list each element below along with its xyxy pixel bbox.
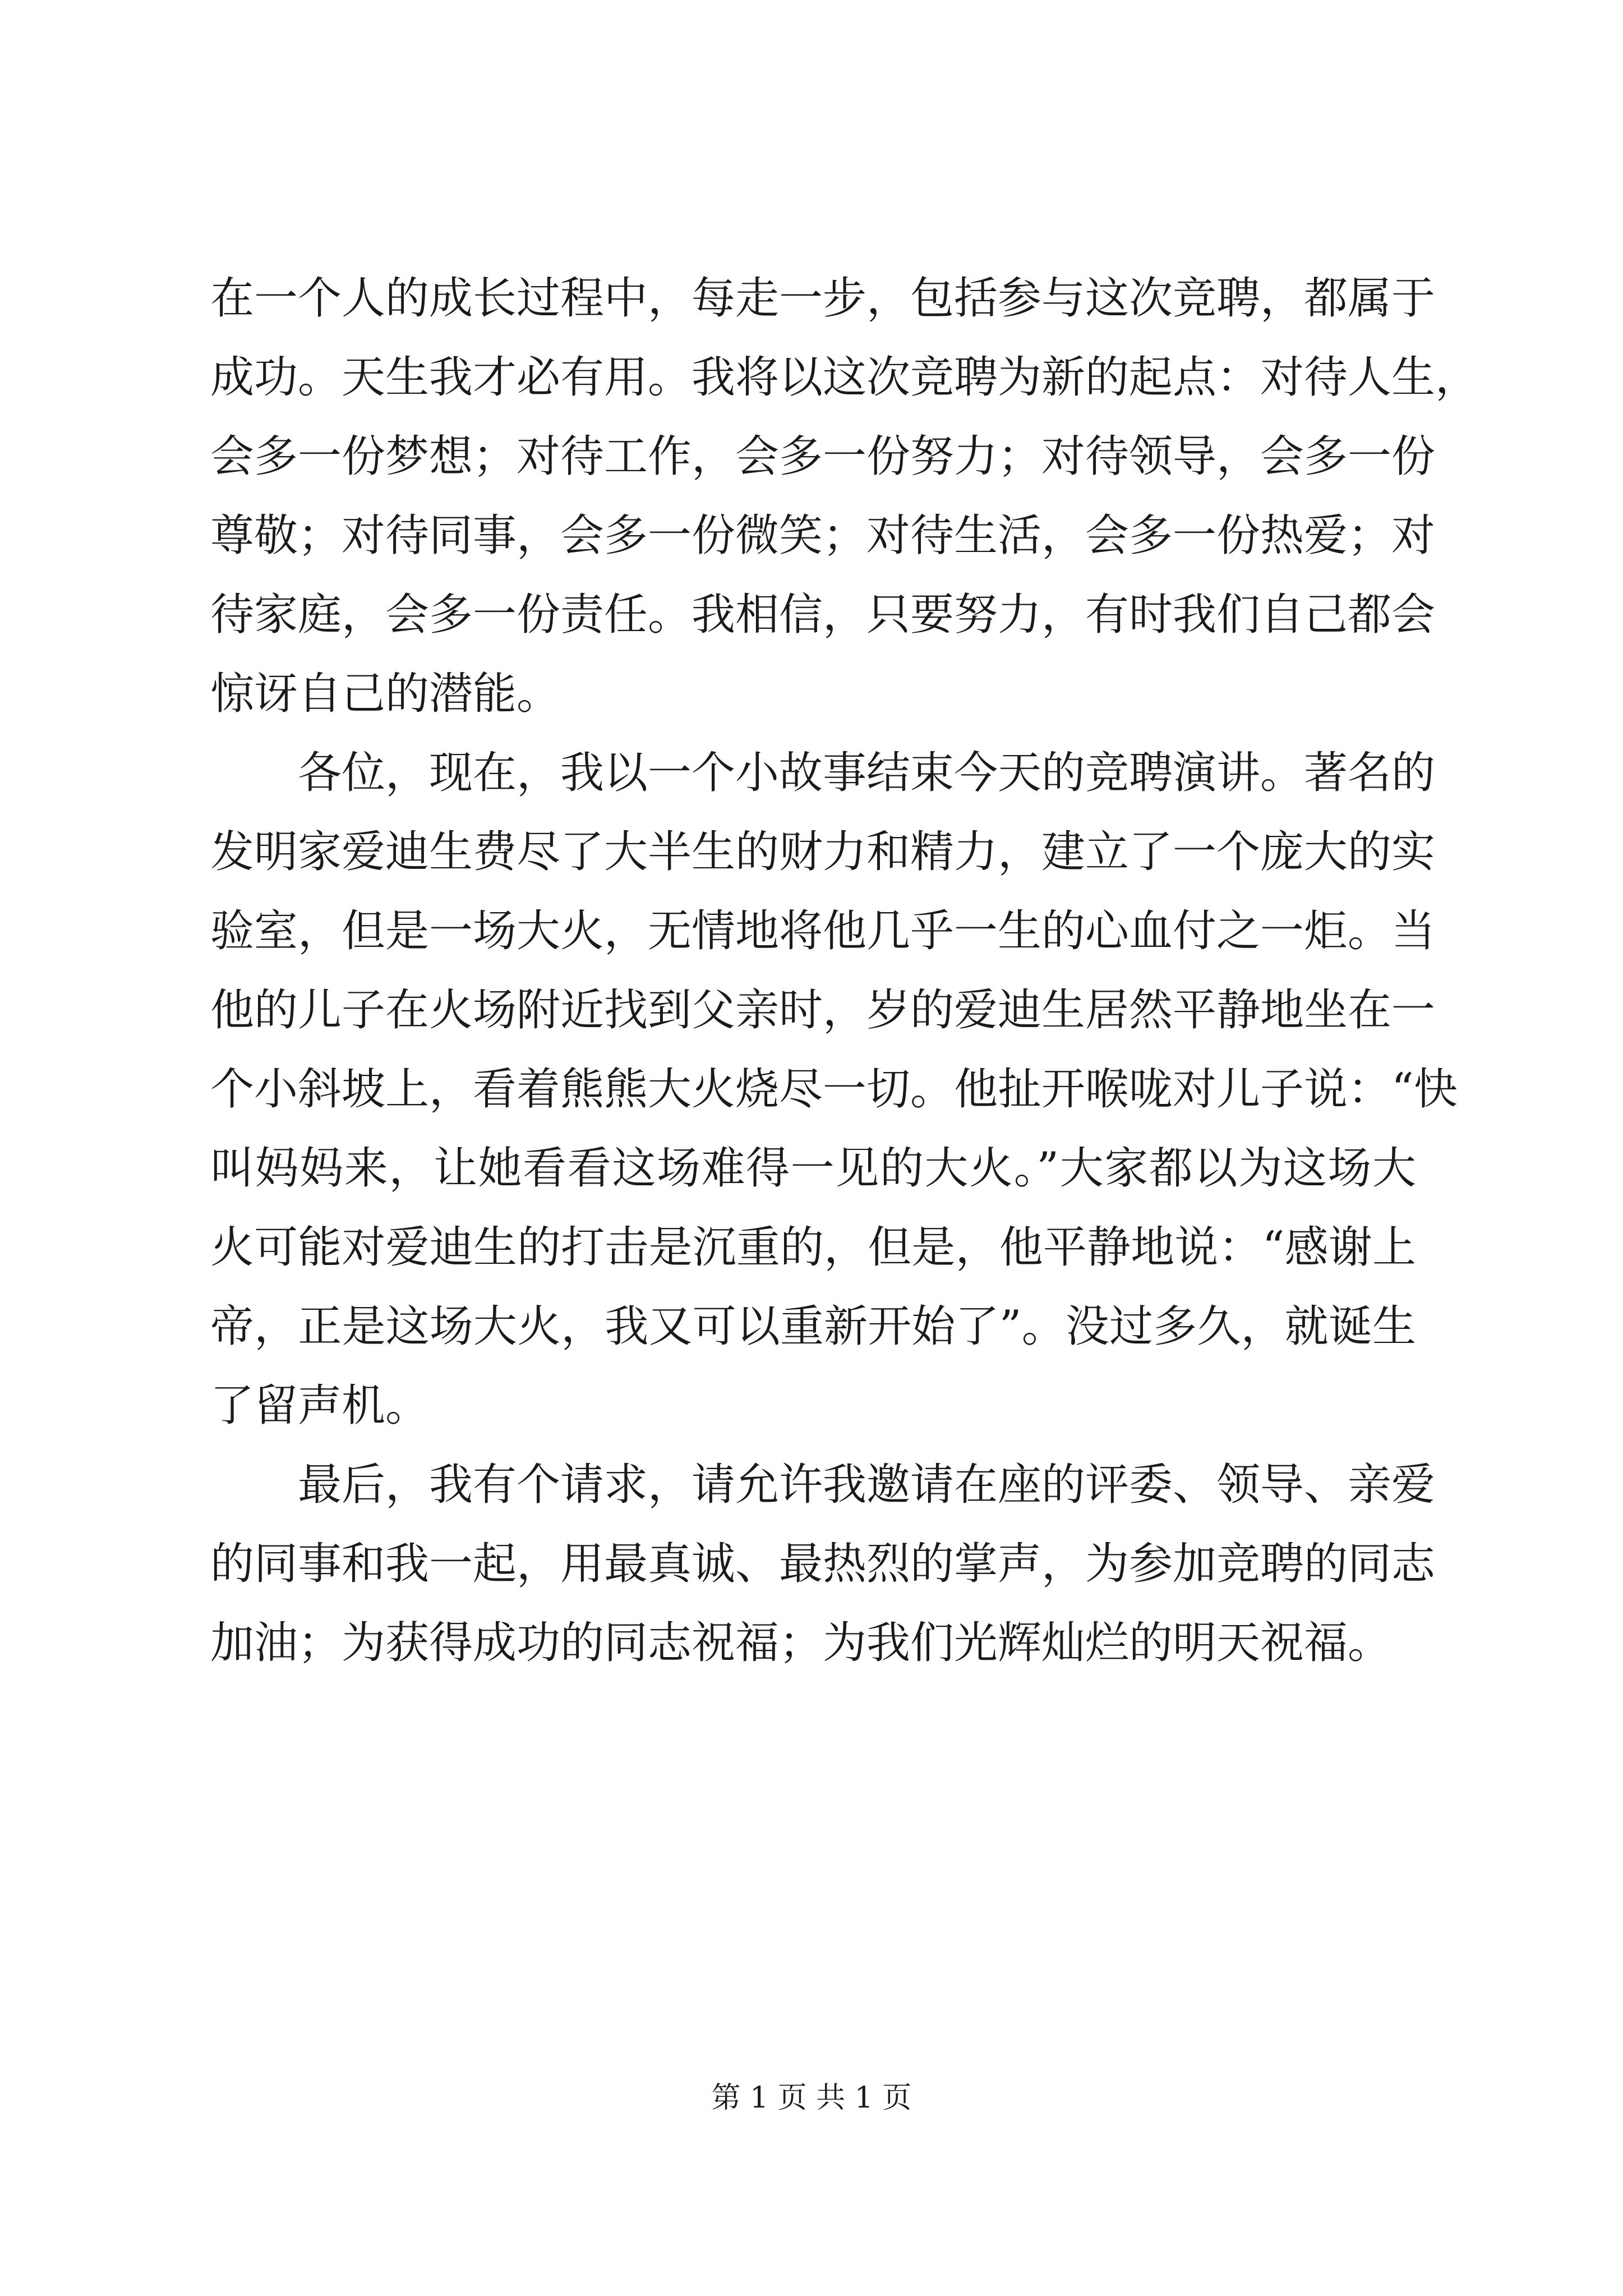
paragraph-line: 会多一份梦想；对待工作，会多一份努力；对待领导，会多一份 (210, 431, 1436, 482)
paragraph-line: 尊敬；对待同事，会多一份微笑；对待生活，会多一份热爱；对 (210, 510, 1436, 561)
paragraph-line: 他的儿子在火场附近找到父亲时，岁的爱迪生居然平静地坐在一 (210, 985, 1436, 1036)
paragraph-2 (210, 734, 1458, 1446)
paragraph-line: 各位，现在，我以一个小故事结束今天的竞聘演讲。著名的 (298, 748, 1436, 798)
paragraph-line: 惊讶自己的潜能。 (210, 669, 561, 719)
paragraph-line: 发明家爱迪生费尽了大半生的财力和精力，建立了一个庞大的实 (210, 827, 1436, 877)
page-number-footer: 第 1 页 共 1 页 (711, 2081, 912, 2115)
paragraph-line: 的同事和我一起，用最真诚、最热烈的掌声，为参加竞聘的同志 (210, 1539, 1436, 1589)
paragraph-line: 成功。天生我才必有用。我将以这次竞聘为新的起点：对待人生， (210, 352, 1479, 403)
paragraph-line: 待家庭，会多一份责任。我相信，只要努力，有时我们自己都会 (210, 590, 1436, 640)
paragraph-line: 帝，正是这场大火，我又可以重新开始了”。没过多久，就诞生 (210, 1301, 1416, 1352)
paragraph-1 (210, 259, 1479, 734)
paragraph-line: 验室，但是一场大火，无情地将他几乎一生的心血付之一炬。当 (210, 906, 1436, 956)
paragraph-line: 火可能对爱迪生的打击是沉重的，但是，他平静地说：“感谢上 (210, 1222, 1416, 1273)
paragraph-line: 最后，我有个请求，请允许我邀请在座的评委、领导、亲爱 (298, 1460, 1436, 1510)
paragraph-line: 加油；为获得成功的同志祝福；为我们光辉灿烂的明天祝福。 (210, 1618, 1392, 1668)
document-body (210, 259, 1479, 1683)
paragraph-line: 在一个人的成长过程中，每走一步，包括参与这次竞聘，都属于 (210, 273, 1436, 324)
paragraph-line: 个小斜坡上，看着熊熊大火烧尽一切。他扯开喉咙对儿子说：“快 (210, 1064, 1458, 1115)
paragraph-3 (210, 1446, 1436, 1683)
paragraph-line: 叫妈妈来，让她看看这场难得一见的大火。”大家都以为这场大 (210, 1143, 1416, 1194)
paragraph-line: 了留声机。 (210, 1381, 430, 1431)
